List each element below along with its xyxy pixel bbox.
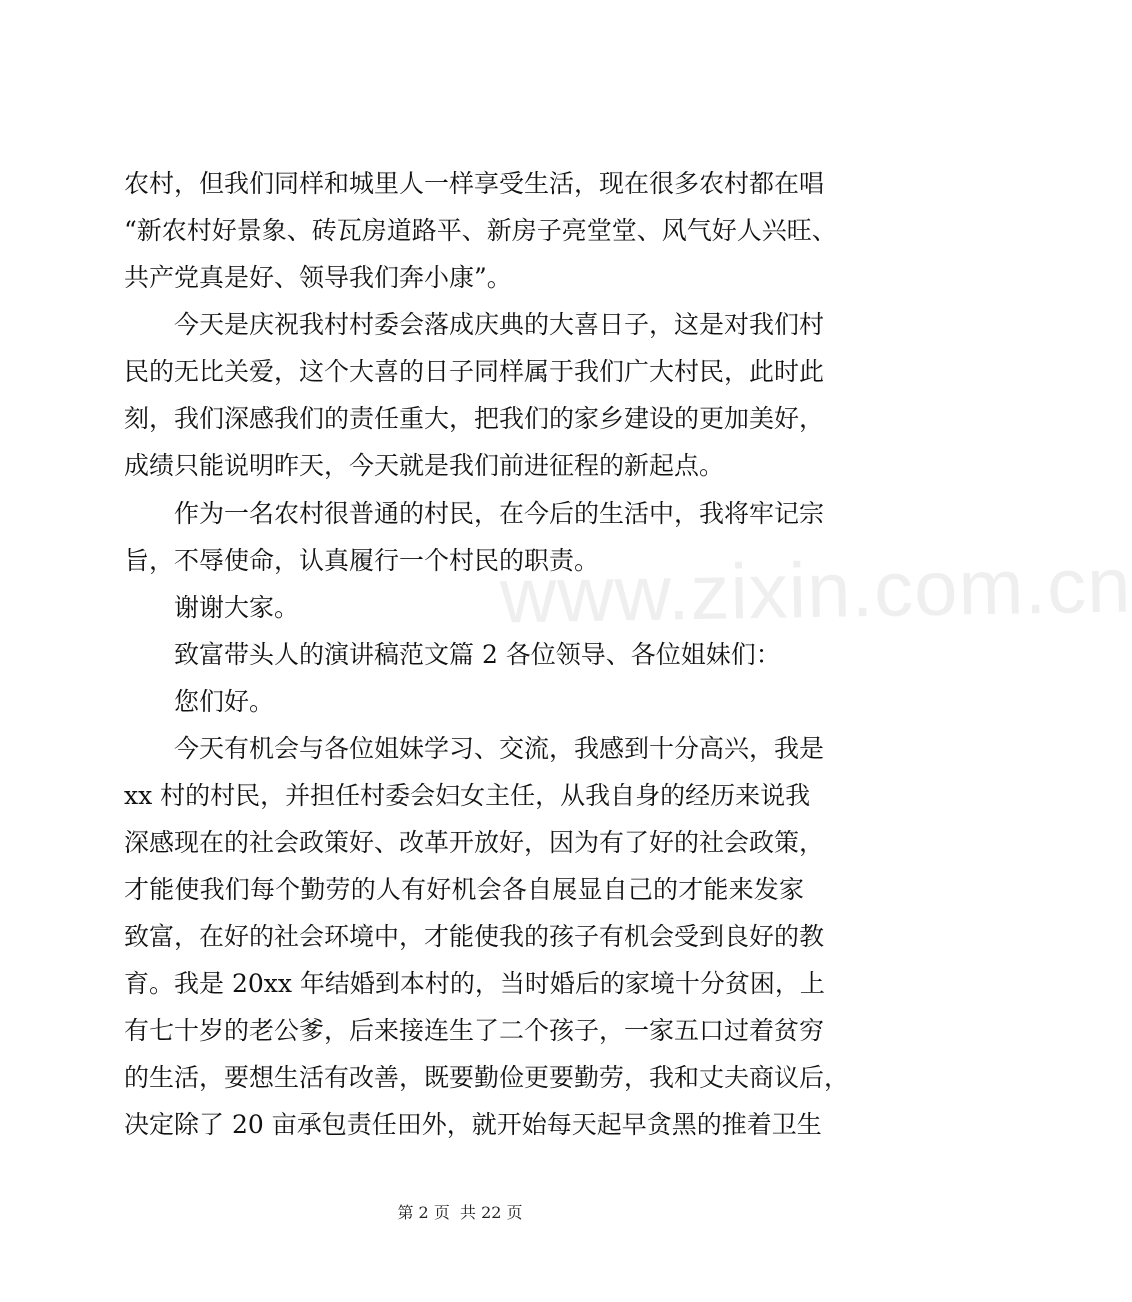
watermark: www.zixin.com.cn (499, 540, 1132, 640)
paragraph-first-line: 今天是庆祝我村村委会落成庆典的大喜日子，这是对我们村 (174, 310, 825, 339)
section-heading: 致富带头人的演讲稿范文篇 2 各位领导、各位姐妹们： (174, 640, 781, 669)
greeting-line: 您们好。 (174, 687, 275, 716)
text-line: xx 村的村民，并担任村委会妇女主任，从我自身的经历来说我 (124, 781, 811, 810)
paragraph-first-line: 今天有机会与各位姐妹学习、交流，我感到十分高兴，我是 (174, 734, 825, 763)
text-line: 农村，但我们同样和城里人一样享受生活，现在很多农村都在唱 (124, 169, 825, 198)
paragraph-first-line: 作为一名农村很普通的村民，在今后的生活中，我将牢记宗 (174, 499, 825, 528)
text-line: 旨，不辱使命，认真履行一个村民的职责。 (124, 546, 600, 575)
text-line: 刻，我们深感我们的责任重大，把我们的家乡建设的更加美好， (124, 404, 825, 433)
text-line: 成绩只能说明昨天，今天就是我们前进征程的新起点。 (124, 451, 725, 480)
text-line: 才能使我们每个勤劳的人有好机会各自展显自己的才能来发家 (124, 875, 804, 904)
text-line: 深感现在的社会政策好、改革开放好，因为有了好的社会政策， (124, 828, 825, 857)
page-footer: 第 2 页 共 22 页 (397, 1203, 523, 1222)
text-line: 育。我是 20xx 年结婚到本村的，当时婚后的家境十分贫困，上 (124, 969, 825, 998)
text-line: 的生活，要想生活有改善，既要勤俭更要勤劳，我和丈夫商议后， (124, 1063, 850, 1092)
text-line: “新农村好景象、砖瓦房道路平、新房子亮堂堂、风气好人兴旺、 (124, 216, 837, 245)
text-line: 共产党真是好、领导我们奔小康”。 (124, 263, 512, 292)
text-line: 民的无比关爱，这个大喜的日子同样属于我们广大村民，此时此 (124, 357, 825, 386)
text-line: 决定除了 20 亩承包责任田外，就开始每天起早贪黑的推着卫生 (124, 1110, 822, 1139)
text-line: 有七十岁的老公爹，后来接连生了二个孩子，一家五口过着贫穷 (124, 1016, 825, 1045)
paragraph-first-line: 谢谢大家。 (174, 593, 300, 622)
text-line: 致富，在好的社会环境中，才能使我的孩子有机会受到良好的教 (124, 922, 825, 951)
